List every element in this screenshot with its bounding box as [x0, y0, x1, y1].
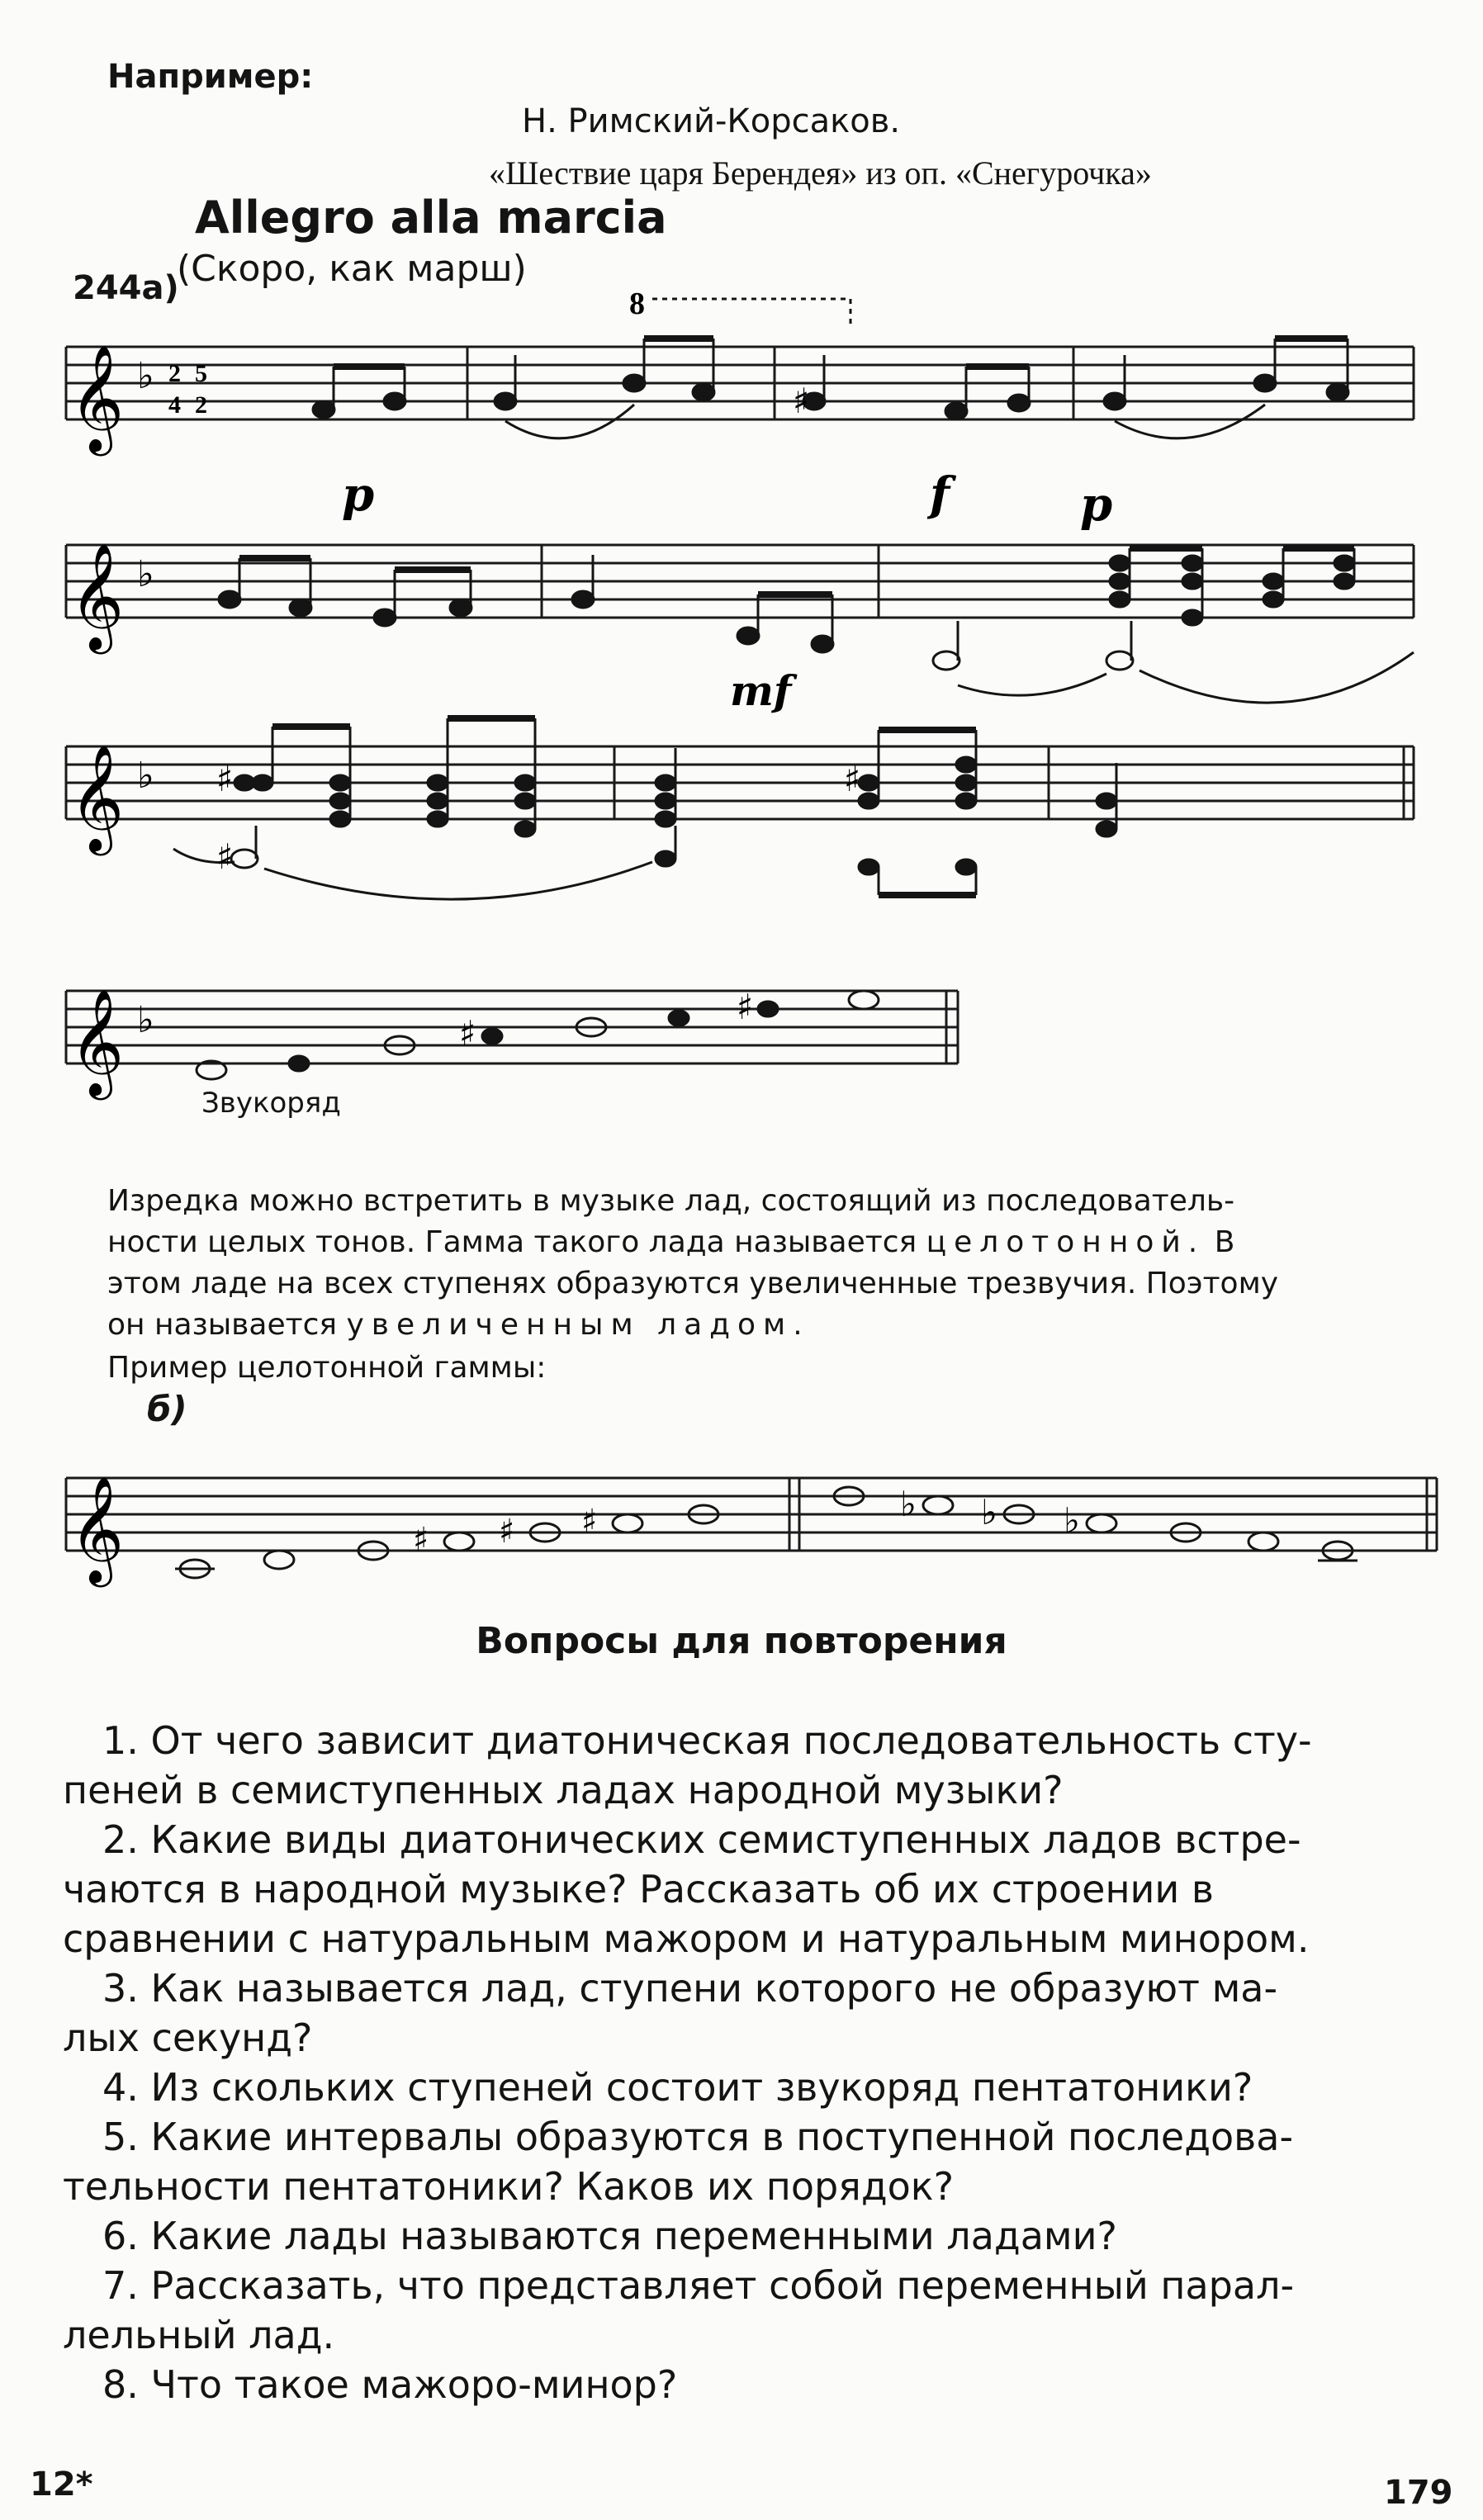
treble-clef-icon-3: 𝄞 [69, 744, 125, 851]
sharp-icon-4a: ♯ [459, 1013, 476, 1054]
time-sig-den: 4 [168, 391, 181, 419]
flat-icon-2: ♭ [137, 553, 154, 595]
time-sig-num: 2 [168, 360, 181, 387]
notes-system-3 [231, 718, 1116, 895]
sharp-icon-3a: ♯ [216, 759, 234, 799]
example-label: Пример целотонной гаммы: [107, 1351, 547, 1385]
treble-clef-icon-2: 𝄞 [69, 542, 125, 650]
time-sig-alt-num: 5 [195, 360, 207, 387]
flat-icon-4: ♭ [137, 999, 154, 1041]
question-line: 4. Из скольких ступеней состоит звукоряд пентатоники? [102, 2065, 1253, 2110]
paragraph-line-2 [107, 1222, 1445, 1263]
flat-icon-3: ♭ [137, 755, 154, 797]
question-line: 3. Как называется лад, ступени которого не образуют ма- [102, 1966, 1278, 2011]
staff-whole-tone [66, 1478, 1437, 1551]
paragraph [107, 1181, 1445, 1346]
paragraph-line-4 [107, 1305, 1445, 1346]
question-line: чаются в народной музыке? Рассказать об их строении в [63, 1867, 1215, 1911]
paragraph-line-1: Изредка можно встретить в музыке лад, состоящий из последователь- [107, 1184, 1235, 1218]
treble-clef-icon-4: 𝄞 [69, 988, 125, 1096]
staff-system-1 [66, 347, 1414, 419]
example-number: 244а) [73, 269, 179, 307]
signature-mark: 12* [30, 2466, 93, 2503]
question-line: лельный лад. [63, 2313, 335, 2357]
questions-heading: Вопросы для повторения [476, 1620, 1007, 1662]
sharp-icon: ♯ [793, 381, 810, 421]
question-line: лых секунд? [63, 2016, 313, 2060]
sharp-icon-4b: ♯ [737, 987, 754, 1027]
question-line: 5. Какие интервалы образуются в поступенной последова- [102, 2115, 1294, 2159]
question-line: сравнении с натуральным мажором и натуральным минором. [63, 1916, 1310, 1961]
term-whole-tone: целотонной. [926, 1225, 1206, 1259]
flat-icon-5b: ♭ [981, 1492, 997, 1532]
sharp-icon-5a: ♯ [413, 1521, 429, 1559]
paragraph-line-3: этом ладе на всех ступенях образуются увеличенные трезвучия. Поэтому [107, 1267, 1279, 1300]
page-number: 179 [1384, 2474, 1453, 2512]
paragraph-line-2a: ности целых тонов. Гамма такого лада называется [107, 1225, 917, 1259]
paragraph-line-4a: он называется [107, 1308, 338, 1342]
sharp-icon-3c: ♯ [216, 836, 234, 877]
dynamic-p2: p [1080, 477, 1113, 532]
tempo-translation: (Скоро, как марш) [177, 248, 527, 290]
octave-mark: 8 [629, 287, 645, 321]
notes-scale [197, 991, 879, 1079]
term-augmented-mode: увеличенным ладом. [346, 1308, 810, 1342]
question-line: пеней в семиступенных ладах народной музыки? [63, 1768, 1064, 1812]
example-b-number: б) [147, 1389, 187, 1429]
dynamic-p: p [342, 467, 375, 522]
paragraph-line-2c: В [1214, 1225, 1235, 1259]
question-line: 6. Какие лады называются переменными ладами? [102, 2214, 1117, 2258]
question-line: 8. Что такое мажоро-минор? [102, 2362, 678, 2407]
staff-scale [66, 991, 958, 1063]
notes-system-2 [219, 548, 1354, 670]
question-line: 1. От чего зависит диатоническая последовательность сту- [102, 1718, 1312, 1763]
sharp-icon-3b: ♯ [844, 759, 861, 799]
flat-icon-5c: ♭ [1064, 1500, 1080, 1541]
dynamic-mf: mf [730, 666, 792, 715]
questions-list [63, 1716, 1450, 2409]
question-line: тельности пентатоники? Каков их порядок? [63, 2164, 954, 2209]
time-sig-alt-den: 2 [195, 391, 207, 419]
work-title: «Шествие царя Берендея» из оп. «Снегурочка» [489, 154, 1152, 192]
sharp-icon-5c: ♯ [581, 1503, 598, 1541]
question-line: 2. Какие виды диатонических семиступенных ладов встре- [102, 1817, 1301, 1862]
sharp-icon-5b: ♯ [499, 1513, 515, 1551]
scale-label: Звукоряд [201, 1087, 341, 1120]
flat-icon-5a: ♭ [900, 1484, 917, 1524]
flat-icon: ♭ [137, 355, 154, 397]
intro-text: Например: [107, 58, 314, 96]
composer-name: Н. Римский-Корсаков. [522, 102, 901, 140]
treble-clef-icon: 𝄞 [69, 344, 125, 452]
question-line: 7. Рассказать, что представляет собой переменный парал- [102, 2263, 1295, 2308]
tempo-marking: Allegro alla marcia [195, 192, 667, 244]
dynamic-f: f [930, 467, 950, 522]
treble-clef-icon-5: 𝄞 [69, 1476, 125, 1583]
